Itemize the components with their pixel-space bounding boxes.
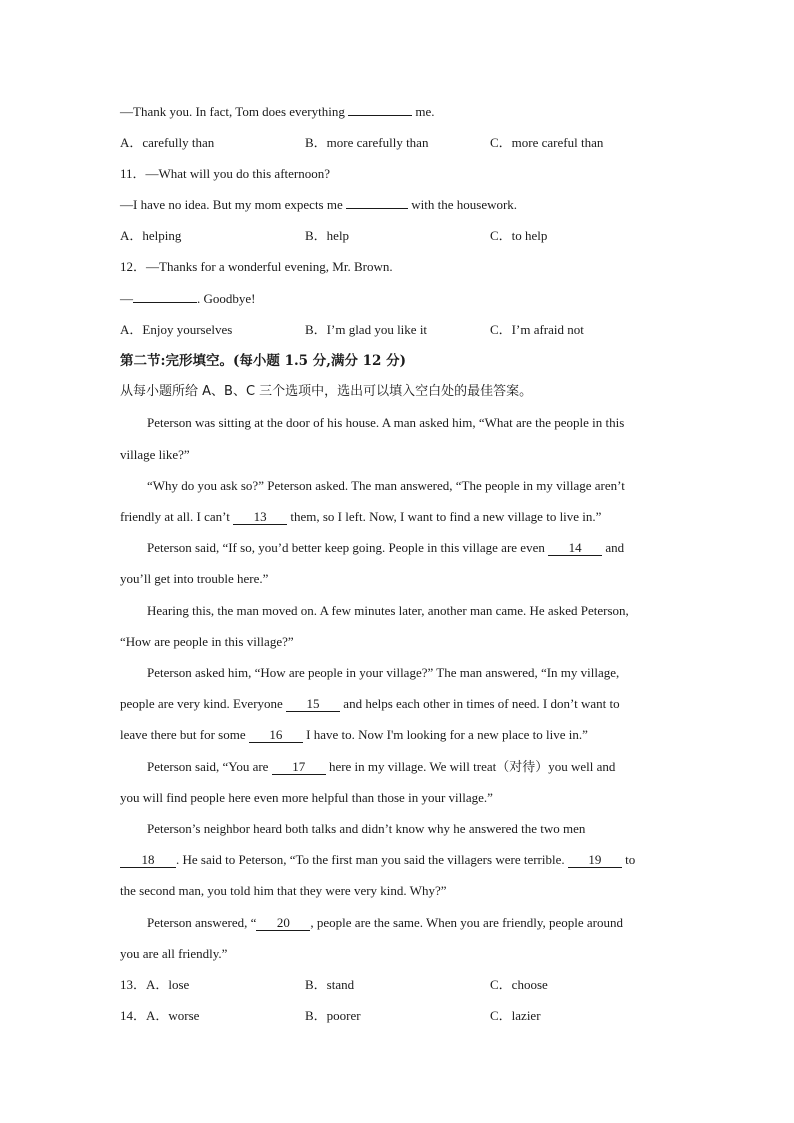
passage-text: them, so I left. Now, I want to find a new village to live in.” <box>287 509 602 524</box>
q13-option-b: B．stand <box>305 977 355 992</box>
q11-answer-text: —I have no idea. But my mom expects me <box>120 197 347 212</box>
passage-line: Peterson asked him, “How are people in your village?” The man answered, “In my village, <box>147 665 620 680</box>
passage-line <box>120 695 684 713</box>
blank-13: 13 <box>233 510 287 525</box>
passage-line <box>147 539 684 557</box>
q10-answer-tail: me. <box>412 104 435 119</box>
passage-text: Peterson answered, “ <box>147 915 257 930</box>
passage-line: Hearing this, the man moved on. A few minutes later, another man came. He asked Peterson, <box>147 603 629 618</box>
passage-line: you will find people here even more helpful than those in your village.” <box>120 790 493 805</box>
q11-answer <box>120 196 684 214</box>
passage-text: people are very kind. Everyone <box>120 696 287 711</box>
q12-answer <box>120 290 684 308</box>
passage-text: Peterson said, “If so, you’d better keep going. People in this village are even <box>147 540 549 555</box>
passage-line: you’ll get into trouble here.” <box>120 571 269 586</box>
passage-text: friendly at all. I can’t <box>120 509 234 524</box>
passage-text: Peterson said, “You are <box>147 759 272 774</box>
passage-line: “Why do you ask so?” Peterson asked. The man answered, “The people in my village aren’t <box>147 478 625 493</box>
passage-text: and helps each other in times of need. I don’t want to <box>340 696 620 711</box>
blank-18: 18 <box>120 853 176 868</box>
passage-line <box>120 726 684 744</box>
q14-option-a: 14．A．worse <box>120 1008 200 1023</box>
q13-option-c: C．choose <box>490 977 548 992</box>
q10-option-b: B．more carefully than <box>305 135 429 150</box>
q10-option-a: A．carefully than <box>120 135 215 150</box>
q10-answer <box>120 103 684 121</box>
section-instruction: 从每小题所给 A、B、C 三个选项中，选出可以填入空白处的最佳答案。 <box>120 384 533 399</box>
q12-option-c: C．I’m afraid not <box>490 322 584 337</box>
passage-line <box>147 758 684 776</box>
q12-option-b: B．I’m glad you like it <box>305 322 428 337</box>
q11-answer-tail: with the housework. <box>408 197 518 212</box>
passage-text: here in my village. We will treat（对待）you well and <box>325 759 616 774</box>
q12-answer-tail: . Goodbye! <box>197 291 256 306</box>
passage-line: Peterson’s neighbor heard both talks and didn’t know why he answered the two men <box>147 821 586 836</box>
passage-line: “How are people in this village?” <box>120 634 294 649</box>
passage-text: and <box>602 540 625 555</box>
passage-line: village like?” <box>120 447 190 462</box>
q10-blank <box>348 115 412 116</box>
q12-blank <box>133 302 197 303</box>
q14-option-c: C．lazier <box>490 1008 541 1023</box>
q10-answer-text: —Thank you. In fact, Tom does everything <box>120 104 349 119</box>
q12-answer-text: — <box>120 291 133 306</box>
passage-text: I have to. Now I'm looking for a new place to live in.” <box>302 727 588 742</box>
q11-question: 11．—What will you do this afternoon? <box>120 166 331 181</box>
passage-line: the second man, you told him that they were very kind. Why?” <box>120 883 447 898</box>
passage-text: , people are the same. When you are friendly, people around <box>310 915 623 930</box>
blank-16: 16 <box>249 728 303 743</box>
blank-15: 15 <box>286 697 340 712</box>
q14-option-b: B．poorer <box>305 1008 361 1023</box>
q12-question: 12．—Thanks for a wonderful evening, Mr. Brown. <box>120 259 393 274</box>
passage-line: you are all friendly.” <box>120 946 228 961</box>
passage-line <box>147 914 684 932</box>
passage-line <box>120 851 684 869</box>
passage-text: . He said to Peterson, “To the first man you said the villagers were terrible. <box>176 852 568 867</box>
passage-text: leave there but for some <box>120 727 249 742</box>
q11-option-a: A．helping <box>120 228 182 243</box>
blank-20: 20 <box>256 916 310 931</box>
q10-option-c: C．more careful than <box>490 135 604 150</box>
blank-19: 19 <box>568 853 622 868</box>
q11-option-b: B．help <box>305 228 350 243</box>
q12-option-a: A．Enjoy yourselves <box>120 322 233 337</box>
passage-line: Peterson was sitting at the door of his house. A man asked him, “What are the people in this <box>147 415 625 430</box>
blank-14: 14 <box>548 541 602 556</box>
q13-option-a: 13．A．lose <box>120 977 190 992</box>
blank-17: 17 <box>272 760 326 775</box>
passage-text: to <box>621 852 636 867</box>
q11-blank <box>346 208 408 209</box>
section-heading: 第二节:完形填空。(每小题 1.5 分,满分 12 分) <box>120 353 407 369</box>
passage-line <box>120 508 684 526</box>
q11-option-c: C．to help <box>490 228 548 243</box>
